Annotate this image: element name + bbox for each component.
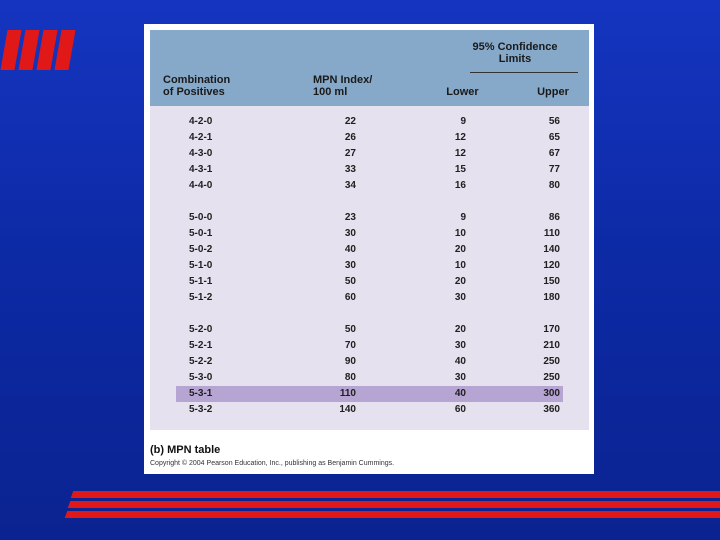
- cell-upper-limit: 250: [543, 356, 560, 367]
- cell-lower-limit: 40: [454, 388, 466, 399]
- header-combination-line1: Combination: [163, 74, 231, 86]
- header-mpn-line1: MPN Index/: [313, 74, 373, 86]
- cell-mpn-index: 23: [344, 212, 356, 223]
- cell-mpn-index: 34: [344, 180, 356, 191]
- table-row: [150, 226, 589, 242]
- cell-upper-limit: 150: [543, 276, 560, 287]
- cell-mpn-index: 30: [344, 260, 356, 271]
- table-row: [150, 130, 589, 146]
- cell-mpn-index: 80: [344, 372, 356, 383]
- header-ci-line2: Limits: [498, 53, 532, 65]
- header-mpn-line2: 100 ml: [313, 86, 348, 98]
- cell-lower-limit: 12: [454, 132, 466, 143]
- cell-upper-limit: 65: [548, 132, 560, 143]
- cell-lower-limit: 40: [454, 356, 466, 367]
- table-row: [150, 178, 589, 194]
- table-header: [150, 30, 589, 106]
- cell-upper-limit: 77: [548, 164, 560, 175]
- table-row: [150, 242, 589, 258]
- header-lower: Lower: [446, 86, 479, 98]
- cell-upper-limit: 210: [543, 340, 560, 351]
- cell-combination: 4-3-1: [189, 164, 213, 175]
- cell-mpn-index: 30: [344, 228, 356, 239]
- figure-caption: (b) MPN table: [150, 444, 221, 456]
- cell-mpn-index: 40: [344, 244, 356, 255]
- cell-mpn-index: 27: [344, 148, 356, 159]
- cell-combination: 5-1-2: [189, 292, 213, 303]
- cell-combination: 5-0-1: [189, 228, 213, 239]
- bottom-stripe: [68, 501, 720, 508]
- cell-upper-limit: 86: [548, 212, 560, 223]
- cell-combination: 4-2-1: [189, 132, 213, 143]
- cell-combination: 5-3-2: [189, 404, 213, 415]
- table-row: [150, 210, 589, 226]
- cell-combination: 5-3-0: [189, 372, 213, 383]
- cell-upper-limit: 360: [543, 404, 560, 415]
- cell-mpn-index: 90: [344, 356, 356, 367]
- cell-upper-limit: 120: [543, 260, 560, 271]
- mpn-table-figure: [144, 24, 594, 474]
- header-combination-line2: of Positives: [163, 86, 225, 98]
- table-row: [150, 258, 589, 274]
- cell-upper-limit: 170: [543, 324, 560, 335]
- table-row: [150, 290, 589, 306]
- cell-upper-limit: 56: [548, 116, 560, 127]
- table-row-highlighted: [176, 386, 563, 402]
- bottom-stripe: [65, 511, 720, 518]
- logo-bar: [54, 30, 75, 70]
- cell-combination: 5-1-1: [189, 276, 213, 287]
- cell-upper-limit: 250: [543, 372, 560, 383]
- header-mpn-index: [313, 74, 372, 98]
- header-ci-line1: 95% Confidence: [472, 41, 558, 53]
- cell-upper-limit: 80: [548, 180, 560, 191]
- table-row: [150, 274, 589, 290]
- cell-lower-limit: 9: [460, 212, 466, 223]
- cell-lower-limit: 30: [454, 340, 466, 351]
- cell-combination: 4-3-0: [189, 148, 213, 159]
- cell-combination: 5-3-1: [189, 388, 213, 399]
- table-row: [150, 402, 589, 418]
- header-confidence-limits: [470, 41, 560, 65]
- cell-lower-limit: 10: [454, 228, 466, 239]
- table-row: [150, 370, 589, 386]
- cell-upper-limit: 67: [548, 148, 560, 159]
- cell-lower-limit: 20: [454, 244, 466, 255]
- table-row: [150, 162, 589, 178]
- cell-lower-limit: 20: [454, 276, 466, 287]
- cell-combination: 4-4-0: [189, 180, 213, 191]
- cell-upper-limit: 300: [543, 388, 560, 399]
- cell-combination: 4-2-0: [189, 116, 213, 127]
- table-row: [150, 322, 589, 338]
- cell-combination: 5-0-2: [189, 244, 213, 255]
- cell-upper-limit: 140: [543, 244, 560, 255]
- cell-lower-limit: 9: [460, 116, 466, 127]
- cell-mpn-index: 22: [344, 116, 356, 127]
- cell-combination: 5-2-0: [189, 324, 213, 335]
- header-combination: [163, 74, 230, 98]
- mpn-table: [150, 30, 589, 430]
- cell-lower-limit: 12: [454, 148, 466, 159]
- table-row: [150, 114, 589, 130]
- cell-combination: 5-2-1: [189, 340, 213, 351]
- cell-mpn-index: 26: [344, 132, 356, 143]
- cell-lower-limit: 15: [454, 164, 466, 175]
- table-row: [150, 354, 589, 370]
- cell-combination: 5-2-2: [189, 356, 213, 367]
- cell-upper-limit: 180: [543, 292, 560, 303]
- cell-lower-limit: 20: [454, 324, 466, 335]
- copyright-notice: Copyright © 2004 Pearson Education, Inc., publishing as Benjamin Cummings.: [150, 460, 395, 467]
- cell-mpn-index: 50: [344, 324, 356, 335]
- header-upper: Upper: [537, 86, 569, 98]
- cell-mpn-index: 60: [344, 292, 356, 303]
- cell-lower-limit: 60: [454, 404, 466, 415]
- bottom-stripe: [71, 491, 720, 498]
- cell-lower-limit: 10: [454, 260, 466, 271]
- table-row: [150, 146, 589, 162]
- cell-lower-limit: 30: [454, 372, 466, 383]
- table-row: [150, 338, 589, 354]
- cell-mpn-index: 33: [344, 164, 356, 175]
- cell-combination: 5-0-0: [189, 212, 213, 223]
- cell-lower-limit: 30: [454, 292, 466, 303]
- cell-upper-limit: 110: [543, 228, 560, 239]
- cell-combination: 5-1-0: [189, 260, 213, 271]
- header-divider: [470, 72, 578, 73]
- cell-mpn-index: 110: [339, 388, 356, 399]
- cell-lower-limit: 16: [454, 180, 466, 191]
- cell-mpn-index: 50: [344, 276, 356, 287]
- cell-mpn-index: 140: [339, 404, 356, 415]
- logo-bars: [0, 30, 80, 70]
- cell-mpn-index: 70: [344, 340, 356, 351]
